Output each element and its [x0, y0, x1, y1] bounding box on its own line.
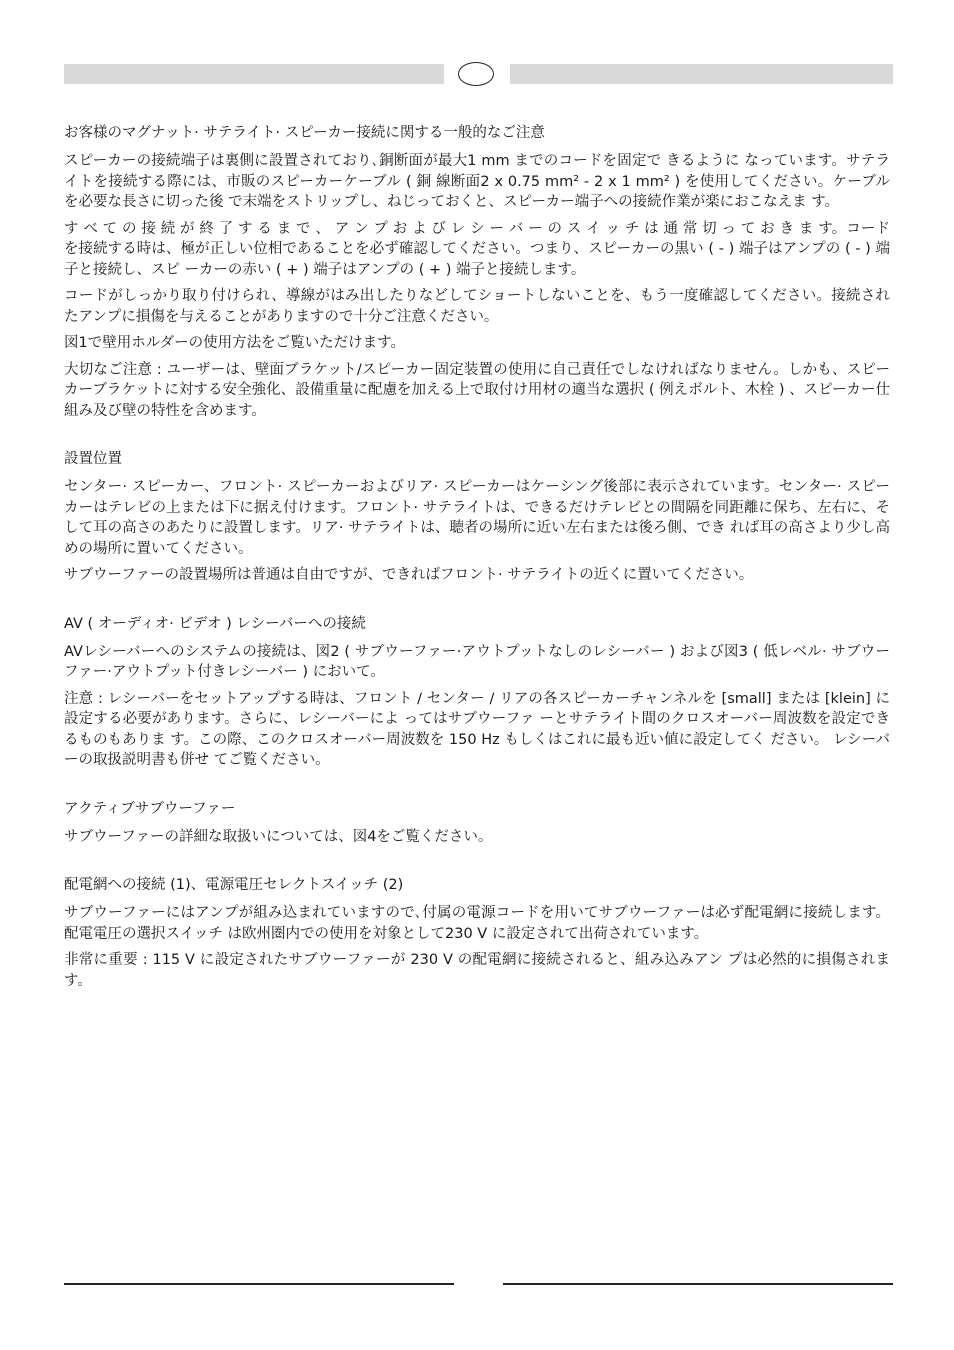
section-placement — [64, 448, 890, 586]
document-body — [64, 122, 890, 1018]
section-mains-connection — [64, 874, 890, 991]
paragraph: 注意 : レシーバーをセットアップする時は、フロント / センター / リアの各スピーカーチャンネルを [small] または [klein] に設定する必要があります。さらに、レシーバーによ ってはサブウーファ ーとサテライト間のクロスオーバー周波数を設定できるものもありま す。この際、このクロスオーバー周波数を 150 Hz もしくはこれに最も近い値に設定してく ださい。 レシーバーの取扱説明書も併せ てご覧ください。 — [64, 690, 890, 768]
header-bar-left — [64, 64, 444, 84]
section-active-subwoofer — [64, 798, 890, 848]
section-heading: アクティブサブウーファー — [64, 800, 236, 817]
paragraph: 非常に重要 : 115 V に設定されたサブウーファーが 230 V の配電網に接続されると、組み込みアン プは必然的に損傷されます。 — [64, 952, 890, 989]
section-av-receiver — [64, 613, 890, 771]
footer-rule-right — [503, 1283, 893, 1285]
paragraph: コードがしっかり取り付けられ、導線がはみ出したりなどしてショートしないことを、もう一度確認してください。接続されたアンプに損傷を与えることがありますので十分ご注意ください。 — [64, 288, 890, 325]
footer-rule-left — [64, 1283, 454, 1285]
paragraph: サブウーファーの詳細な取扱いについては、図4をご覧ください。 — [64, 828, 493, 845]
paragraph: 大切なご注意 : ユーザーは、壁面ブラケット/スピーカー固定装置の使用に自己責任でしなければなりません。しかも、スピーカーブラケットに対する安全強化、設備重量に配慮を加える上で取付け用材の適当な選択 ( 例えボルト、木栓 ) 、スピーカー仕組み及び壁の特性を含めます。 — [64, 361, 890, 419]
paragraph: す べ て の 接 続 が 終 了 す る ま で 、 ア ン プ お よ び レ シ ー バ ー の ス イ ッ チ は 通 常 切 っ て お き ま す。コードを接続する時は、極が正しい位相であることを必ず確認してください。つまり、スピーカーの黒い ( - ) 端子はアンプの ( - ) 端子と接続し、スピ ーカーの赤い ( + ) 端子はアンプの ( + ) 端子と接続します。 — [64, 220, 890, 278]
section-heading: 配電網への接続 (1)、電源電圧セレクトスイッチ (2) — [64, 877, 404, 893]
paragraph: センター· スピーカー、フロント· スピーカーおよびリア· スピーカーはケーシング後部に表示されています。センター· スピーカーはテレビの上または下に据え付けます。フロント· サテライトは、できるだけテレビとの間隔を同距離に保ち、左右に、そして耳の高さのあたりに設置します。リア· サテライトは、聴者の場所に近い左右または後ろ側、でき れば耳の高さより少し高めの場所に置いてください。 — [64, 479, 890, 557]
paragraph: 図1で壁用ホルダーの使用方法をご覧いただけます。 — [64, 335, 405, 351]
header-bar-right — [510, 64, 893, 84]
section-general-notes — [64, 122, 890, 421]
section-heading: AV ( オーディオ· ビデオ ) レシーバーへの接続 — [64, 615, 366, 632]
paragraph: サブウーファーにはアンプが組み込まれていますので､付属の電源コードを用いてサブウーファーは必ず配電網に接続します。配電電圧の選択スイッチ は欧州圏内での使用を対象として230 V に設定されて出荷されています。 — [64, 905, 890, 942]
paragraph: AVレシーバーへのシステムの接続は、図2 ( サブウーファー·アウトプットなしのレシーバー ) および図3 ( 低レベル· サブウーファー·アウトプット付きレシーバー ) において。 — [64, 643, 890, 680]
paragraph: スピーカーの接続端子は裏側に設置されており､銅断面が最大1 mm までのコードを固定で きるように なっています。サテライトを接続する際には、市販のスピーカーケーブル ( 銅 線断面2 x 0.75 mm² - 2 x 1 mm² ) を使用してください。ケーブルを必要な長さに切った後 で末端をストリップし、ねじっておくと、スピーカー端子への接続作業が楽におこなえま す。 — [64, 153, 890, 210]
paragraph: サブウーファーの設置場所は普通は自由ですが、できればフロント· サテライトの近くに置いてください。 — [64, 567, 754, 583]
section-heading: 設置位置 — [64, 451, 122, 467]
section-heading: お客様のマグナット· サテライト· スピーカー接続に関する一般的なご注意 — [64, 125, 545, 141]
language-flag-oval-icon — [458, 62, 494, 86]
